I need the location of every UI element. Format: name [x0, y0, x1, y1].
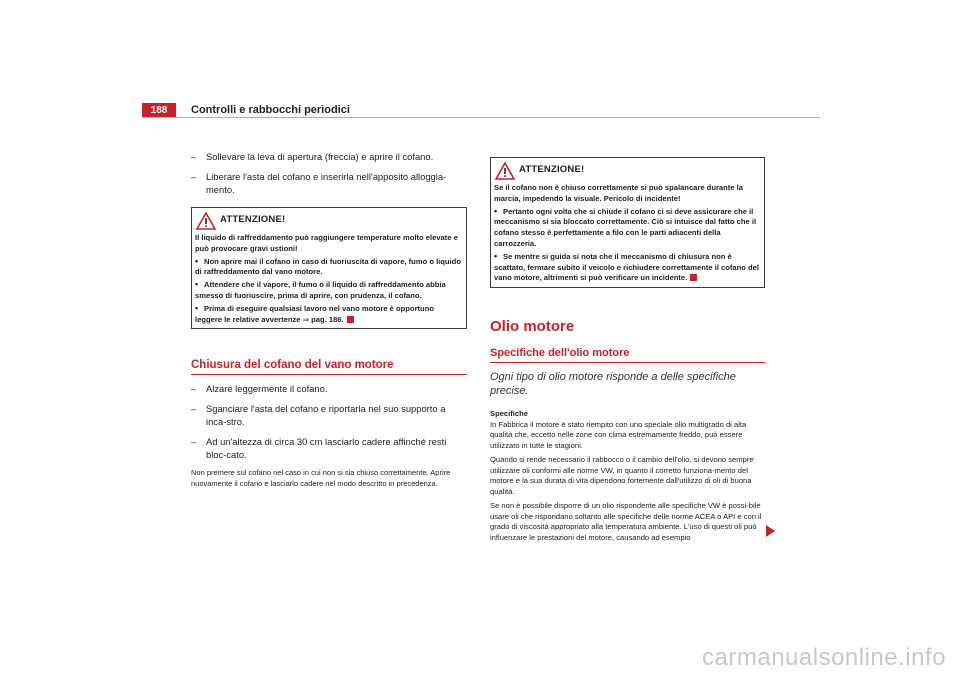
- warning-box: [191, 207, 467, 329]
- page-reference-link[interactable]: pag. 186.: [311, 314, 344, 324]
- step-item: – Alzare leggermente il cofano.: [191, 383, 328, 395]
- right-column: [490, 157, 765, 547]
- warning-box: [490, 157, 765, 288]
- warning-bullet: • Pertanto ogni volta che si chiude il cofano ci si deve assicurare che il meccanismo si sia bloccato correttamente. Ciò si intuisce dal fatto che il cofano stesso è perfettamente a filo con le parti adiacenti della carrozzeria.: [494, 205, 757, 248]
- section-end-icon: [347, 316, 354, 323]
- bullet-icon: •: [195, 302, 199, 313]
- warning-intro: Il liquido di raffreddamento può raggiungere temperature molto elevate e può provocare gravi ustioni!: [195, 233, 458, 253]
- warning-bullet: • Prima di eseguire qualsiasi lavoro nel vano motore è opportuno leggere le relative avvertenze ⇒ pag. 186.: [195, 302, 434, 324]
- body-paragraph: Se non è possibile disporre di un olio rispondente alle specifiche VW è possi-bile usare oli che rispondano soltanto alle specifiche delle norme ACEA o API e con il grado di viscosità appropriato alla temperatura ambiente. L'uso di questi oli può influenzare le prestazioni del motore, causando ad esempio: [490, 501, 762, 542]
- body-paragraph: In Fabbrica il motore è stato riempito con uno speciale olio multigrado di alta qualità che, eccetto nelle zone con clima estremamente freddo, può essere utilizzato in tutte le stagioni.: [490, 419, 747, 450]
- warning-bullet: • Attendere che il vapore, il fumo o il liquido di raffreddamento abbia smesso di fuoriuscire, prima di aprire, con prudenza, il cofano.: [195, 279, 446, 300]
- warning-triangle-icon: [495, 162, 515, 180]
- paragraph-heading: Specifiche: [490, 409, 528, 419]
- warning-triangle-icon: [196, 212, 216, 230]
- intro-text: Ogni tipo di olio motore risponde a delle specifiche precise.: [490, 371, 736, 398]
- warning-title: ATTENZIONE!: [220, 214, 286, 225]
- page-header-title: Controlli e rabbocchi periodici: [191, 104, 350, 116]
- step-item: – Sollevare la leva di apertura (freccia) e aprire il cofano.: [191, 151, 434, 162]
- continue-arrow-icon: [766, 525, 775, 537]
- section-title: Chiusura del cofano del vano motore: [191, 358, 467, 375]
- step-item: – Ad un'altezza di circa 30 cm lasciarlo cadere affinché resti bloc-cato.: [191, 436, 447, 461]
- link-arrow-icon: ⇒: [302, 314, 310, 324]
- subsection-title: Specifiche dell'olio motore: [490, 346, 765, 363]
- step-item: – Liberare l'asta del cofano e inserirla nell'apposito alloggia-mento.: [191, 171, 447, 195]
- section-end-icon: [690, 274, 697, 281]
- watermark: carmanualsonline.info: [702, 644, 946, 671]
- chapter-title: Olio motore: [490, 318, 575, 336]
- left-column: [191, 150, 467, 489]
- body-paragraph: Quando si rende necessario il rabbocco o il cambio dell'olio, si devono sempre utilizzare oli conformi alle norme VW, in quanto il corretto funziona-mento del motore e la sua durata di vita dipendono fortemente dall'utilizzo di oli di buona qualità.: [490, 455, 754, 496]
- bullet-icon: •: [195, 279, 199, 290]
- warning-title: ATTENZIONE!: [519, 164, 585, 175]
- page-number: 188: [142, 103, 176, 118]
- warning-bullet: • Non aprire mai il cofano in caso di fuoriuscita di vapore, fumo o liquido di raffreddamento dal vano motore.: [195, 255, 461, 277]
- warning-intro: Se il cofano non è chiuso correttamente si può spalancare durante la marcia, impedendo la visuale. Pericolo di incidente!: [494, 183, 743, 203]
- header-rule: [142, 117, 820, 118]
- step-item: – Sganciare l'asta del cofano e riportarla nel suo supporto a inca-stro.: [191, 403, 446, 428]
- bullet-icon: •: [494, 250, 498, 261]
- bullet-icon: •: [195, 255, 199, 266]
- bullet-icon: •: [494, 205, 498, 216]
- warning-bullet: • Se mentre si guida si nota che il meccanismo di chiusura non è scattato, fermare subito il veicolo e richiudere correttamente il cofano del vano motore, altrimenti si può verificare un incidente.: [494, 250, 760, 283]
- note-text: Non premere sul cofano nel caso in cui non si sia chiuso correttamente. Aprire nuovamente il cofano e lasciarlo cadere nel modo descritto in precedenza.: [191, 468, 451, 488]
